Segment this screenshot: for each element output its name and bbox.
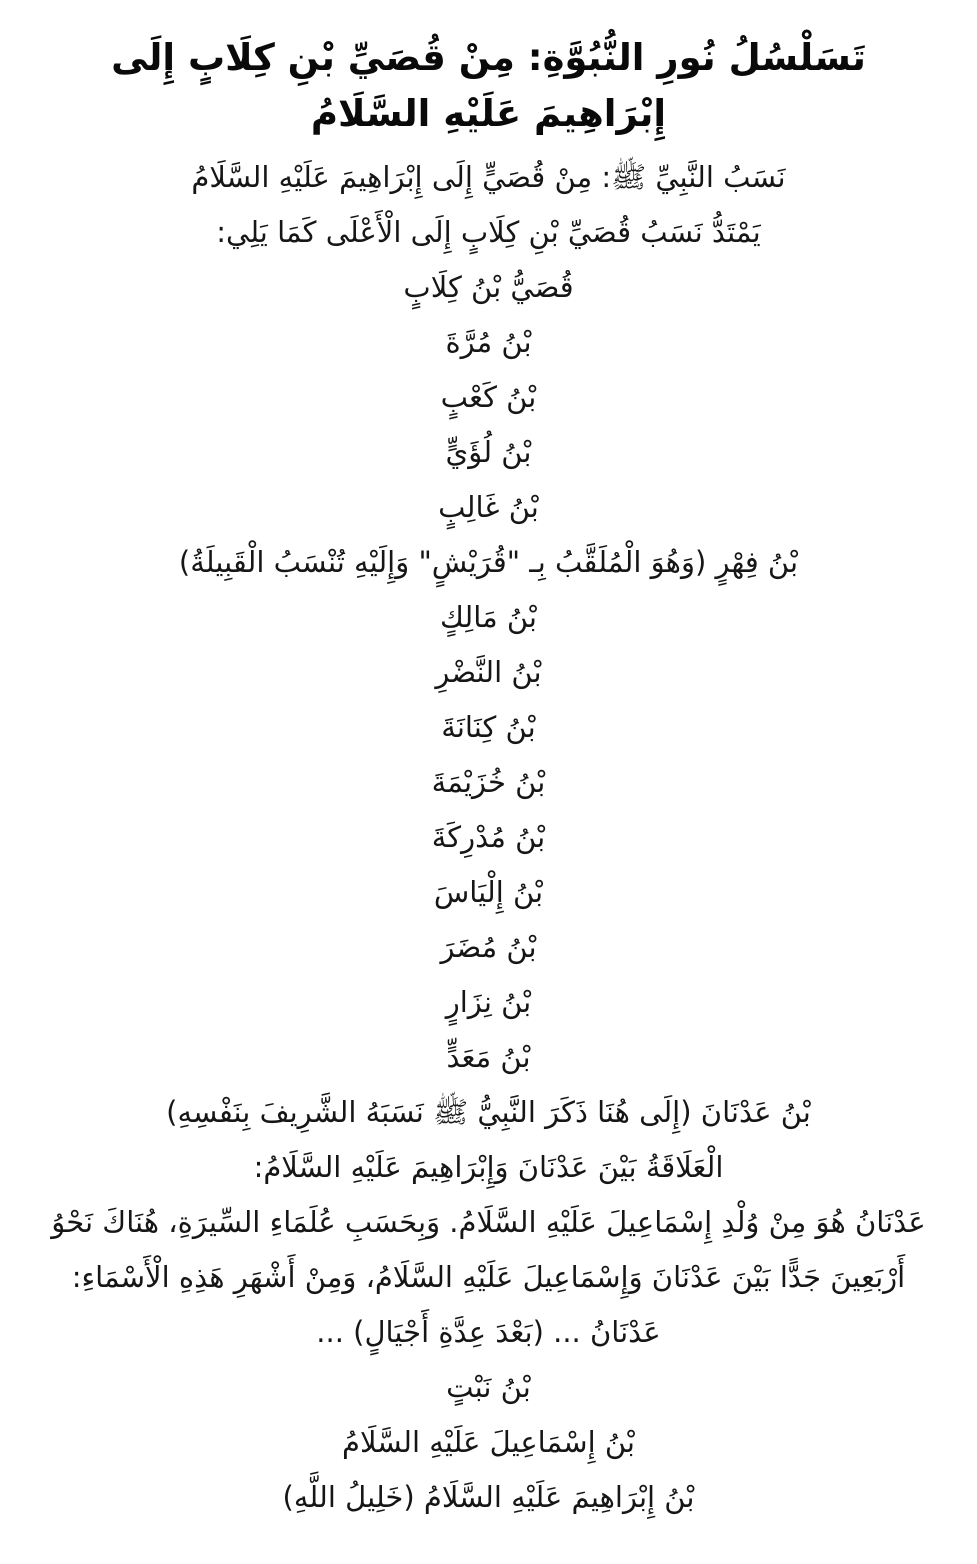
lineage-entry: بْنُ النَّضْرِ xyxy=(435,655,542,689)
section-heading-lineage: نَسَبُ النَّبِيِّ ﷺ: مِنْ قُصَيٍّ إِلَى إِبْرَاهِيمَ عَلَيْهِ السَّلَامُ xyxy=(191,160,786,194)
lineage-entry: بْنُ مُضَرَ xyxy=(440,930,537,964)
lineage-entry: بْنُ كَعْبٍ xyxy=(440,380,537,414)
lineage-entry: بْنُ خُزَيْمَةَ xyxy=(431,765,546,799)
title-line-1: تَسَلْسُلُ نُورِ النُّبُوَّةِ: مِنْ قُصَيِّ بْنِ كِلَابٍ إِلَى xyxy=(111,36,866,79)
lineage-entry: بْنُ نِزَارٍ xyxy=(445,985,532,1019)
lineage-entry: بْنُ مَعَدٍّ xyxy=(446,1040,531,1074)
lineage-entry: بْنُ مُدْرِكَةَ xyxy=(431,820,546,854)
lineage-entry: بْنُ إِسْمَاعِيلَ عَلَيْهِ السَّلَامُ xyxy=(341,1425,635,1459)
document-title xyxy=(14,30,963,142)
lineage-entry: عَدْنَانُ ... (بَعْدَ عِدَّةِ أَجْيَالٍ) ... xyxy=(316,1315,661,1349)
lineage-entry: بْنُ فِهْرٍ (وَهُوَ الْمُلَقَّبُ بِـ "قُرَيْشٍ" وَإِلَيْهِ تُنْسَبُ الْقَبِيلَةُ) xyxy=(178,545,799,579)
title-line-2: إِبْرَاهِيمَ عَلَيْهِ السَّلَامُ xyxy=(310,92,667,135)
lineage-entry: بْنُ كِنَانَةَ xyxy=(441,710,536,744)
section-heading-relation: الْعَلَاقَةُ بَيْنَ عَدْنَانَ وَإِبْرَاهِيمَ عَلَيْهِ السَّلَامُ: xyxy=(253,1150,724,1184)
lineage-entry: بْنُ إِبْرَاهِيمَ عَلَيْهِ السَّلَامُ (خَلِيلُ اللَّهِ) xyxy=(282,1480,695,1514)
lineage-entry: بْنُ مُرَّةَ xyxy=(445,325,532,359)
lineage-entry: بْنُ لُؤَيٍّ xyxy=(445,435,532,469)
paragraph-line: أَرْبَعِينَ جَدًّا بَيْنَ عَدْنَانَ وَإِسْمَاعِيلَ عَلَيْهِ السَّلَامُ، وَمِنْ أَشْهَرِ هَذِهِ الْأَسْمَاءِ: xyxy=(71,1260,906,1294)
lineage-entry: بْنُ نَبْتٍ xyxy=(446,1370,531,1404)
paragraph-line: عَدْنَانُ هُوَ مِنْ وُلْدِ إِسْمَاعِيلَ عَلَيْهِ السَّلَامُ. وَبِحَسَبِ عُلَمَاءِ السِّيرَةِ، هُنَاكَ نَحْوُ xyxy=(51,1205,926,1239)
lineage-entry: بْنُ غَالِبٍ xyxy=(438,490,539,524)
lineage-entry: بْنُ عَدْنَانَ (إِلَى هُنَا ذَكَرَ النَّبِيُّ ﷺ نَسَبَهُ الشَّرِيفَ بِنَفْسِهِ) xyxy=(166,1095,811,1129)
intro-line: يَمْتَدُّ نَسَبُ قُصَيِّ بْنِ كِلَابٍ إِلَى الْأَعْلَى كَمَا يَلِي: xyxy=(216,215,761,249)
lineage-entry: قُصَيُّ بْنُ كِلَابٍ xyxy=(403,270,574,304)
lineage-entry: بْنُ إِلْيَاسَ xyxy=(433,875,544,909)
lineage-body xyxy=(14,150,963,1525)
lineage-entry: بْنُ مَالِكٍ xyxy=(439,600,537,634)
